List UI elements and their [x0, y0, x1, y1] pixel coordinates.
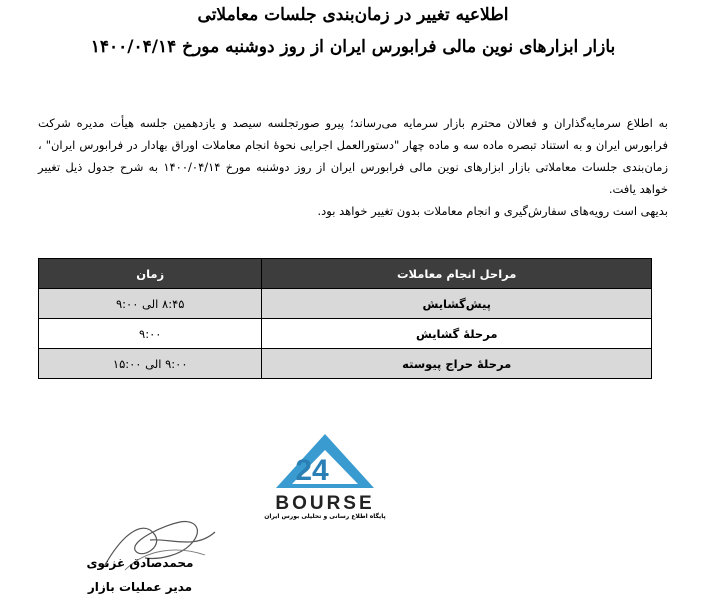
stage-cell: پیش‌گشایش: [262, 289, 652, 319]
header-stage: مراحل انجام معاملات: [262, 259, 652, 289]
header-time: زمان: [39, 259, 262, 289]
handwritten-signature: [85, 510, 235, 585]
announcement-title: اطلاعیه تغییر در زمان‌بندی جلسات معاملاتی: [197, 5, 509, 25]
table-header-row: [39, 259, 652, 289]
announcement-subtitle: بازار ابزارهای نوین مالی فرابورس ایران از روز دوشنبه مورخ ۱۴۰۰/۰۴/۱۴: [90, 37, 616, 57]
body-paragraph-1: به اطلاع سرمایه‌گذاران و فعالان محترم بازار سرمایه می‌رساند؛ پیرو صورتجلسه سیصد و یازدهمین جلسه هیأت مدیره شرکت فرابورس ایران و به استناد تبصره ماده سه و ماده چهار "دستورالعمل اجرایی نحوۀ انجام معاملات اوراق بهادار در فرابورس ایران" ، زمان‌بندی جلسات معاملاتی بازار ابزارهای نوین مالی فرابورس ایران از روز دوشنبه مورخ ۱۴۰۰/۰۴/۱۴ به شرح جدول ذیل تغییر خواهد یافت.: [38, 116, 669, 196]
time-cell: ۸:۴۵ الی ۹:۰۰: [39, 289, 262, 319]
trading-schedule-table: [38, 258, 652, 379]
body-paragraph-2: بدیهی است رویه‌های سفارش‌گیری و انجام معاملات بدون تغییر خواهد بود.: [317, 204, 668, 218]
table-row: [39, 319, 652, 349]
table-row: [39, 349, 652, 379]
table-row: [39, 289, 652, 319]
stage-cell: مرحلۀ گشایش: [262, 319, 652, 349]
stage-cell: مرحلۀ حراج پیوسته: [262, 349, 652, 379]
logo-caption: پایگاه اطلاع رسانی و تحلیلی بورس ایران: [264, 513, 386, 520]
time-cell: ۹:۰۰ الی ۱۵:۰۰: [39, 349, 262, 379]
time-cell: ۹:۰۰: [39, 319, 262, 349]
signatory-name: محمدصادق غزنوی: [86, 556, 194, 570]
logo-wordmark: BOURSE: [275, 493, 375, 514]
signatory-role: مدیر عملیات بازار: [87, 580, 193, 594]
announcement-body: [38, 112, 668, 222]
logo-number: 24: [295, 454, 329, 487]
